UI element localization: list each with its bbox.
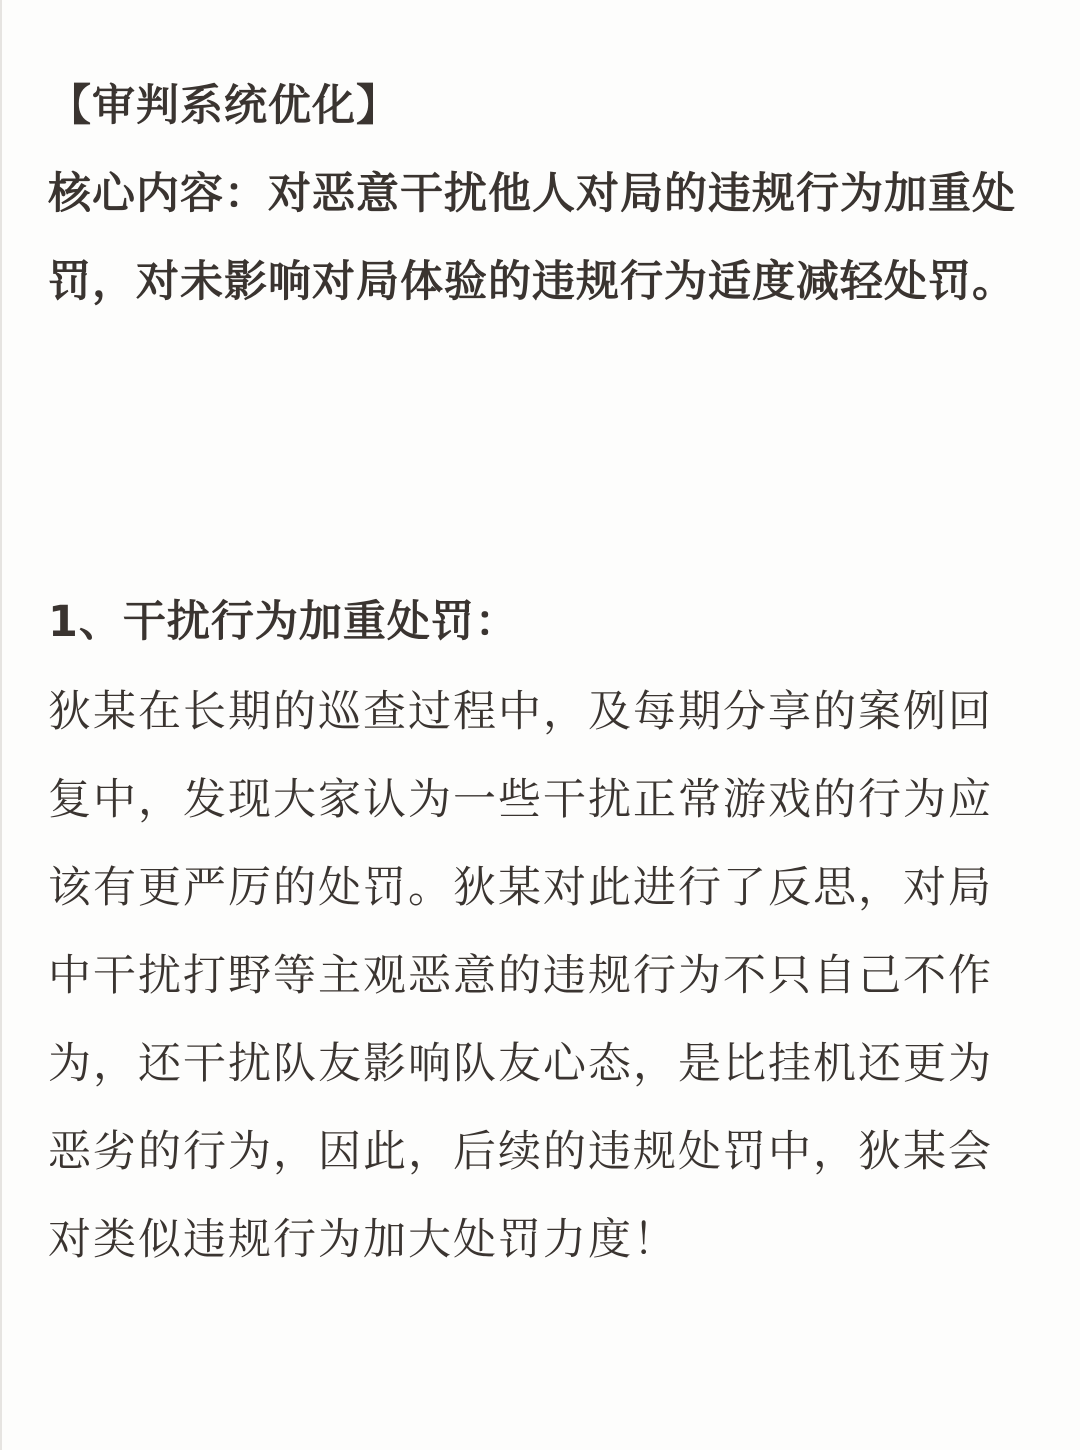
section-1-title: 1、干扰行为加重处罚： [48,597,519,647]
article-heading: 【审判系统优化】 [48,81,400,131]
section-1-body: 狄某在长期的巡查过程中，及每期分享的案例回复中，发现大家认为一些干扰正常游戏的行为应该有更严厉的处罚。狄某对此进行了反思，对局中干扰打野等主观恶意的违规行为不只自己不作为，还干扰队友影响队友心态，是比挂机还更为恶劣的行为，因此，后续的违规处罚中，狄某会对类似违规行为加大处罚力度！ [48,687,993,1265]
article-content [48,62,1028,1265]
page-left-border [0,0,2,1450]
core-content-paragraph: 核心内容：对恶意干扰他人对局的违规行为加重处罚，对未影响对局体验的违规行为适度减轻处罚。 [48,169,1016,307]
